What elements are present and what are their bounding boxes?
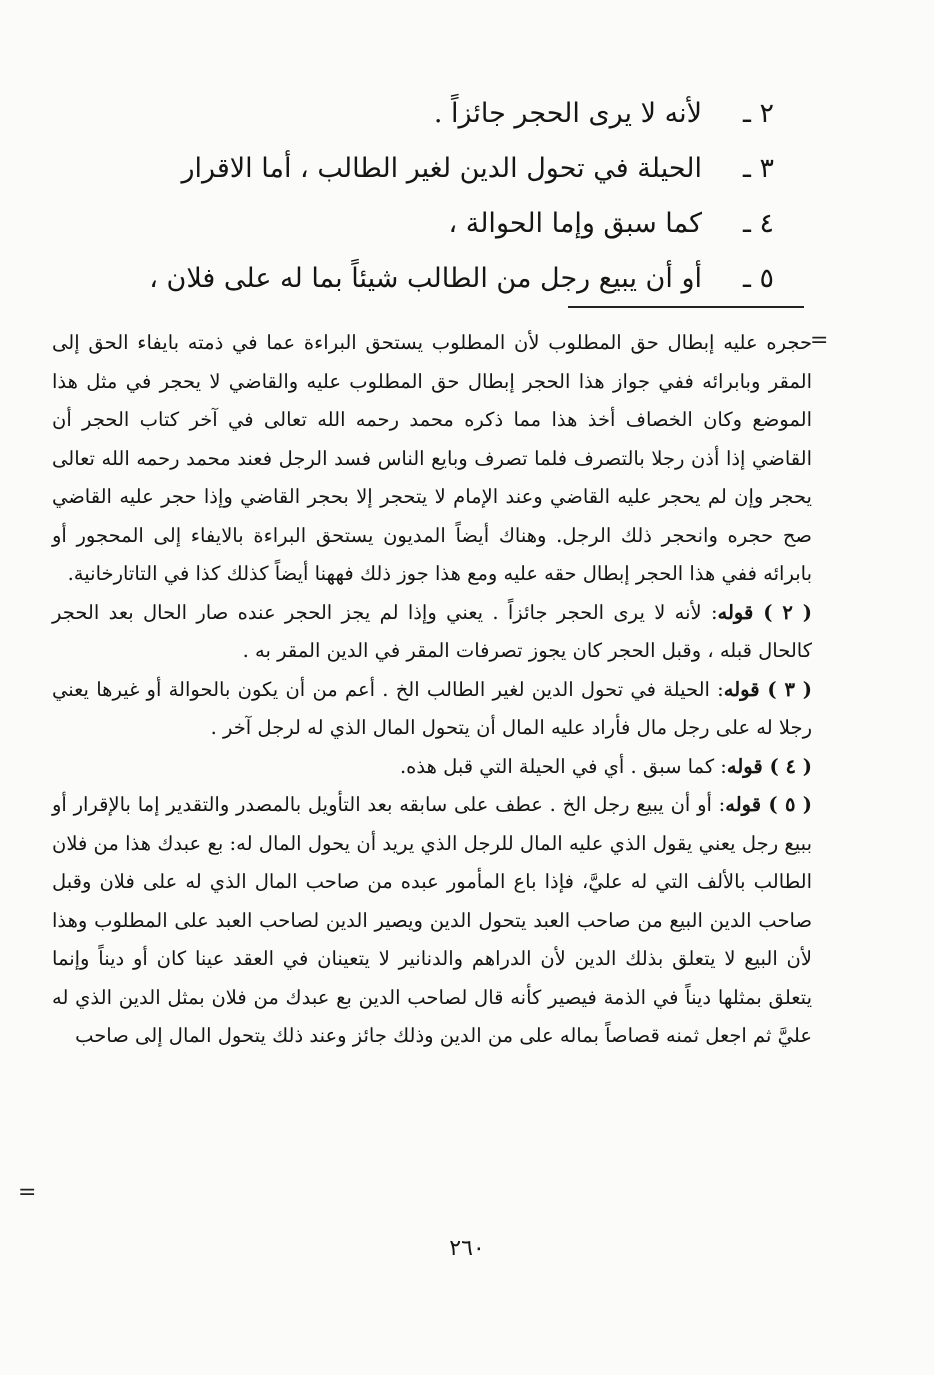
page-number: ٢٦٠ <box>449 1236 485 1261</box>
main-text-line <box>94 86 774 141</box>
footnote-divider <box>568 306 804 308</box>
note-text: : كما سبق . أي في الحيلة التي قبل هذه. <box>399 754 727 778</box>
commentary-note <box>52 594 812 671</box>
line-number: ٥ ـ <box>742 263 774 294</box>
main-text-line <box>94 196 774 251</box>
main-text-line <box>94 251 774 306</box>
main-text-list <box>94 86 774 306</box>
commentary-note <box>52 748 812 787</box>
continuation-mark-start: = <box>810 328 829 353</box>
commentary-note <box>52 671 812 748</box>
note-text: : أو أن يبيع رجل الخ . عطف على سابقه بعد التأويل بالمصدر والتقدير إما بالإقرار أو ببيع رجل يعني يقول الذي عليه المال للرجل الذي يريد أن يحول المال له: بع عبدك هذا من فلان الطالب بالألف التي له عليَّ، فإذا باع المأمور عبده من صاحب المال الذي له على فلان وقبل صاحب الدين البيع من صاحب العبد يتحول الدين ويصير الدين لصاحب العبد على المطلوب وهذا لأن البيع لا يتعلق بذلك الدين لأن الدراهم والدنانير لا يتعينان في العقد عينا كان أو ديناً وإنما يتعلق بمثلها ديناً في الذمة فيصير كأنه قال لصاحب الدين بع عبدك من فلان بمثل الدين الذي له عليَّ ثم اجعل ثمنه قصاصاً بماله على من الدين وذلك جائز وعند ذلك يتحول المال إلى صاحب <box>52 793 812 1047</box>
note-ref: ( ٥ ) قوله <box>725 793 813 816</box>
commentary-block <box>52 324 812 1056</box>
line-number: ٢ ـ <box>742 98 774 129</box>
note-text: : الحيلة في تحول الدين لغير الطالب الخ . أعم من أن يكون بالحوالة أو غيرها يعني رجلا له على رجل مال فأراد عليه المال أن يتحول المال الذي له لرجل آخر . <box>52 677 812 739</box>
line-text: الحيلة في تحول الدين لغير الطالب ، أما الاقرار <box>181 153 702 184</box>
line-text: كما سبق وإما الحوالة ، <box>448 208 702 239</box>
commentary-intro: حجره عليه إبطال حق المطلوب لأن المطلوب يستحق البراءة عما في ذمته بايفاء الحق إلى المقر وبابرائه ففي جواز هذا الحجر إبطال حق المطلوب عليه والقاضي لا يحجر في مثل هذا الموضع وكان الخصاف أخذ هذا مما ذكره محمد رحمه الله تعالى في آخر كتاب الحجر أن القاضي إذا أذن رجلا بالتصرف فلما تصرف وبايع الناس فسد الرجل فعند محمد رحمه الله تعالى يحجر وإن لم يحجر عليه القاضي وعند الإمام لا يتحجر إلا بحجر القاضي وإذا حجر عليه القاضي صح حجره وانحجر ذلك الرجل. وهناك أيضاً المديون يستحق البراءة بالايفاء إلى المحجور أو بابرائه ففي هذا الحجر إبطال حقه عليه ومع هذا جوز ذلك فههنا أيضاً كذلك كذا في التاتارخانية. <box>52 331 812 585</box>
commentary-note <box>52 786 812 1056</box>
main-text-line <box>94 141 774 196</box>
note-ref: ( ٣ ) قوله <box>723 677 812 701</box>
line-number: ٣ ـ <box>742 153 774 184</box>
continuation-mark-end: = <box>18 1180 37 1205</box>
line-text: لأنه لا يرى الحجر جائزاً . <box>433 98 702 129</box>
line-text: أو أن يبيع رجل من الطالب شيئاً بما له على فلان ، <box>149 263 702 294</box>
line-number: ٤ ـ <box>742 208 774 239</box>
note-ref: ( ٢ ) قوله <box>717 600 812 624</box>
note-text: : لأنه لا يرى الحجر جائزاً . يعني وإذا لم يجز الحجر عنده صار الحال بعد الحجر كالحال قبله ، وقبل الحجر كان يجوز تصرفات المقر في الدين المقر به . <box>52 600 812 662</box>
note-ref: ( ٤ ) قوله <box>726 754 812 778</box>
